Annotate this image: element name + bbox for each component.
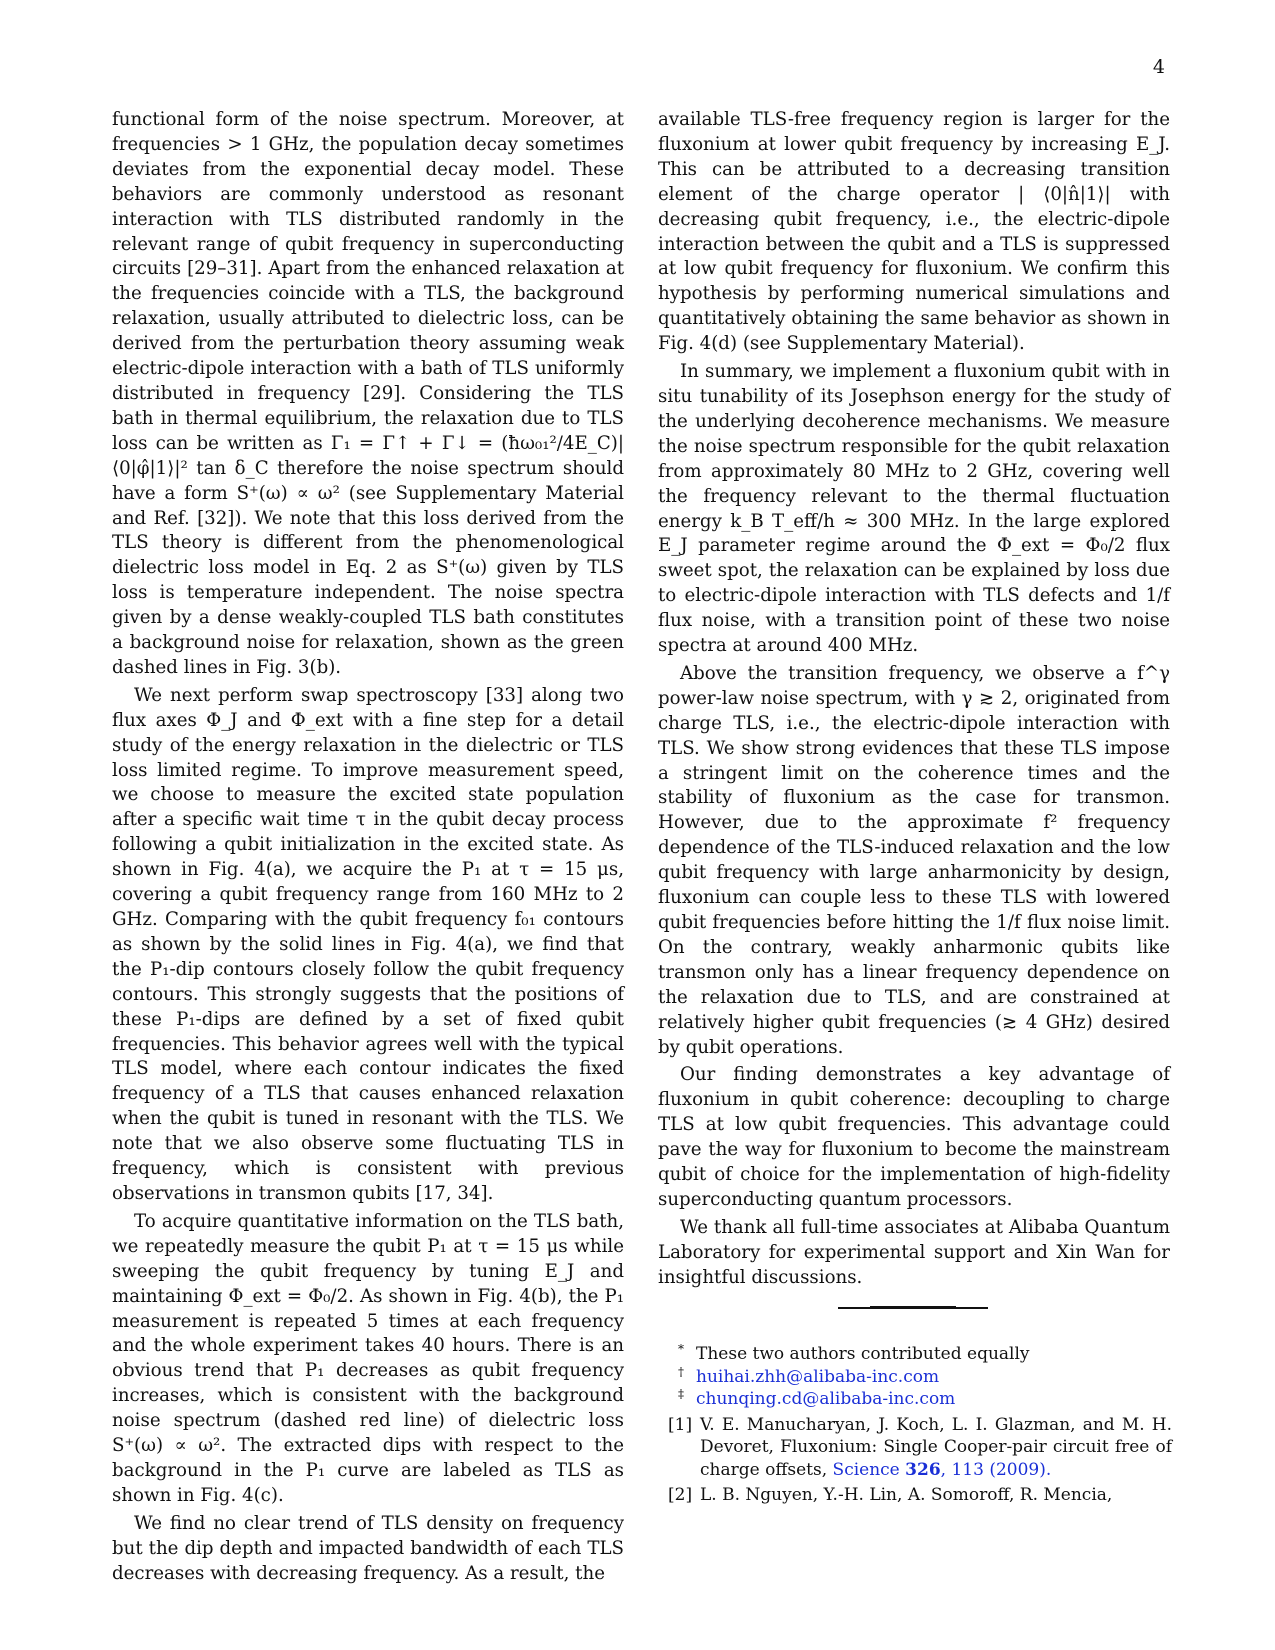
paragraph: We next perform swap spectroscopy [33] along two flux axes Φ_J and Φ_ext with a fine step for a detail study of the energy relaxation in the dielectric or TLS loss limited regime. To improve measurement speed, we choose to measure the excited state population after a specific wait time τ in the qubit decay process following a qubit initialization in the excited state. As shown in Fig. 4(a), we acquire the P₁ at τ = 15 μs, covering a qubit frequency range from 160 MHz to 2 GHz. Comparing with the qubit frequency f₀₁ contours as shown by the solid lines in Fig. 4(a), we find that the P₁-dip contours closely follow the qubit frequency contours. This strongly suggests that the positions of these P₁-dips are defined by a set of fixed qubit frequencies. This behavior agrees well with the typical TLS model, where each contour indicates the fixed frequency of a TLS that causes enhanced relaxation when the qubit is tuned in resonant with the TLS. We note that we also observe some fluctuating TLS in frequency, which is consistent with previous observations in transmon qubits [17, 34]. xyxy=(112,684,624,1204)
paragraph: We thank all full-time associates at Alibaba Quantum Laboratory for experimental support and Xin Wan for insightful discussions. xyxy=(658,1216,1170,1288)
footnotes-and-references xyxy=(668,1343,1172,1507)
reference-volume: 326 xyxy=(905,1459,941,1480)
email-link[interactable]: huihai.zhh@alibaba-inc.com xyxy=(696,1366,940,1387)
paragraph: Our finding demonstrates a key advantage of fluxonium in qubit coherence: decoupling to charge TLS at low qubit frequencies. This advantage could pave the way for fluxonium to become the mainstream qubit of choice for the implementation of high-fidelity superconducting quantum processors. xyxy=(658,1064,1170,1210)
reference-number: [1] xyxy=(668,1414,693,1435)
reference-number: [2] xyxy=(668,1485,693,1505)
email-link[interactable]: chunqing.cd@alibaba-inc.com xyxy=(696,1389,956,1409)
reference-item xyxy=(668,1484,1172,1507)
left-column xyxy=(112,108,624,1586)
reference-pages: , 113 (2009). xyxy=(940,1459,1052,1480)
reference-authors: V. E. Manucharyan, J. Koch, L. I. Glazman, and M. H. Devoret, Fluxonium: Single Cooper-pair circuit free of charge offsets, xyxy=(700,1414,1172,1480)
paragraph: In summary, we implement a fluxonium qubit with in situ tunability of its Josephson energy for the study of the underlying decoherence mechanisms. We measure the noise spectrum responsible for the qubit relaxation from approximately 80 MHz to 2 GHz, covering well the frequency relevant to the thermal fluctuation energy k_B T_eff/h ≈ 300 MHz. In the large explored E_J parameter regime around the Φ_ext = Φ₀/2 flux sweet spot, the relaxation can be explained by loss due to electric-dipole interaction with TLS defects and 1/f flux noise, with a transition point of these two noise spectra at around 400 MHz. xyxy=(658,361,1170,657)
footnote-mark: * xyxy=(678,1342,684,1356)
reference-journal: Science xyxy=(832,1459,900,1480)
right-column xyxy=(658,108,1170,1291)
reference-link[interactable] xyxy=(833,1460,1052,1480)
reference-item xyxy=(668,1414,1172,1482)
footnote xyxy=(668,1366,1172,1389)
paragraph: We find no clear trend of TLS density on frequency but the dip depth and impacted bandwidth of each TLS decreases with decreasing frequency. As a result, the xyxy=(112,1512,624,1584)
page-number: 4 xyxy=(1152,56,1165,78)
paragraph: available TLS-free frequency region is larger for the fluxonium at lower qubit frequency by increasing E_J. This can be attributed to a decreasing transition element of the charge operator | ⟨0|n̂|1⟩| with decreasing qubit frequency, i.e., the electric-dipole interaction between the qubit and a TLS is suppressed at low qubit frequency for fluxonium. We confirm this hypothesis by performing numerical simulations and quantitatively obtaining the same behavior as shown in Fig. 4(d) (see Supplementary Material). xyxy=(658,109,1170,355)
paragraph: To acquire quantitative information on the TLS bath, we repeatedly measure the qubit P₁ at τ = 15 μs while sweeping the qubit frequency by tuning E_J and maintaining Φ_ext = Φ₀/2. As shown in Fig. 4(b), the P₁ measurement is repeated 5 times at each frequency and the whole experiment takes 40 hours. There is an obvious trend that P₁ decreases as qubit frequency increases, which is consistent with the background noise spectrum (dashed red line) of dielectric loss S⁺(ω) ∝ ω². The extracted dips with respect to the background in the P₁ curve are labeled as TLS as shown in Fig. 4(c). xyxy=(112,1210,624,1506)
paragraph: functional form of the noise spectrum. Moreover, at frequencies > 1 GHz, the population decay sometimes deviates from the exponential decay model. These behaviors are commonly understood as resonant interaction with TLS distributed randomly in the relevant range of qubit frequency in superconducting circuits [29–31]. Apart from the enhanced relaxation at the frequencies coincide with a TLS, the background relaxation, usually attributed to dielectric loss, can be derived from the perturbation theory assuming weak electric-dipole interaction with a bath of TLS uniformly distributed in frequency [29]. Considering the TLS bath in thermal equilibrium, the relaxation due to TLS loss can be written as Γ₁ = Γ↑ + Γ↓ = (ħω₀₁²/4E_C)| ⟨0|φ̂|1⟩|² tan δ_C therefore the noise spectrum should have a form S⁺(ω) ∝ ω² (see Supplementary Material and Ref. [32]). We note that this loss derived from the TLS theory is different from the phenomenological dielectric loss model in Eq. 2 as S⁺(ω) given by TLS loss is temperature independent. The noise spectra given by a dense weakly-coupled TLS bath constitutes a background noise for relaxation, shown as the green dashed lines in Fig. 3(b). xyxy=(112,109,624,678)
footnote-text: These two authors contributed equally xyxy=(696,1344,1030,1364)
section-divider-center xyxy=(870,1306,956,1309)
paragraph: Above the transition frequency, we observe a f^γ power-law noise spectrum, with γ ≳ 2, originated from charge TLS, i.e., the electric-dipole interaction with TLS. We show strong evidences that these TLS impose a stringent limit on the coherence times and the stability of fluxonium as the case for transmon. However, due to the approximate f² frequency dependence of the TLS-induced relaxation and the low qubit frequency with large anharmonicity by design, fluxonium can couple less to these TLS with lowered qubit frequencies before hitting the 1/f flux noise limit. On the contrary, weakly anharmonic qubits like transmon only has a linear frequency dependence on the relaxation due to TLS, and are constrained at relatively higher qubit frequencies (≳ 4 GHz) desired by qubit operations. xyxy=(658,662,1170,1058)
footnote xyxy=(668,1343,1172,1366)
footnote-mark: † xyxy=(678,1364,684,1379)
footnote-mark: ‡ xyxy=(678,1387,684,1401)
reference-authors: L. B. Nguyen, Y.-H. Lin, A. Somoroff, R. Mencia, xyxy=(700,1485,1113,1505)
footnote xyxy=(668,1388,1172,1411)
